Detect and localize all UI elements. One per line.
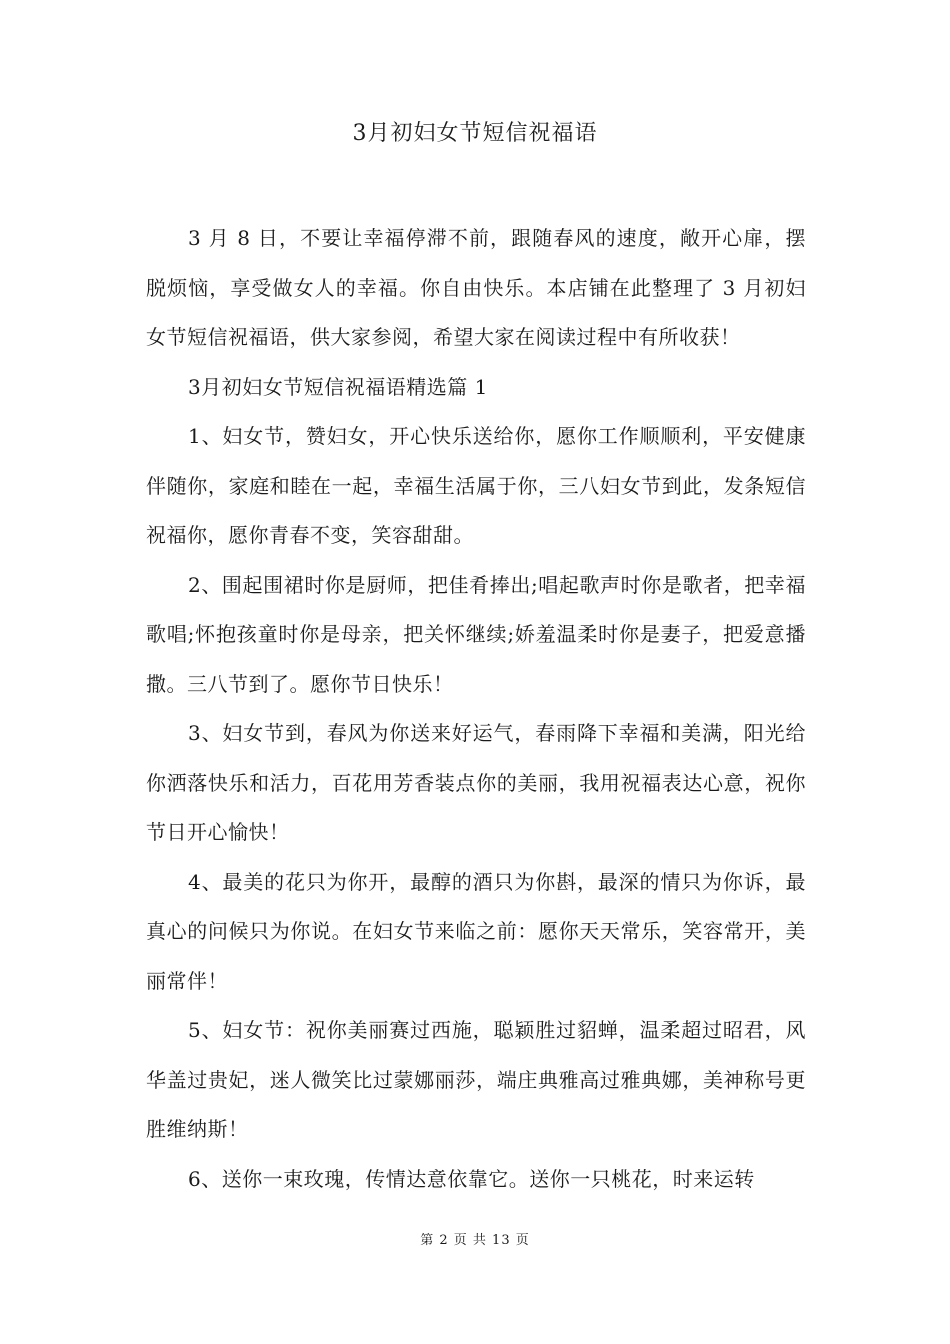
section-heading: 3月初妇女节短信祝福语精选篇 1 — [188, 374, 488, 399]
intro-paragraph: 3 月 8 日，不要让幸福停滞不前，跟随春风的速度，敞开心扉，摆脱烦恼，享受做女人的幸福。你自由快乐。本店铺在此整理了 3 月初妇女节短信祝福语，供大家参阅，希望大家在阅读过程中有所收获！ — [146, 226, 806, 349]
list-item-5: 5、妇女节：祝你美丽赛过西施，聪颖胜过貂蝉，温柔超过昭君，风华盖过贵妃，迷人微笑比过蒙娜丽莎，端庄典雅高过雅典娜，美神称号更胜维纳斯！ — [146, 1018, 806, 1141]
list-item-3: 3、妇女节到，春风为你送来好运气，春雨降下幸福和美满，阳光给你洒落快乐和活力，百花用芳香装点你的美丽，我用祝福表达心意，祝你节日开心愉快！ — [146, 721, 806, 844]
document-body — [146, 214, 806, 1204]
list-item-4: 4、最美的花只为你开，最醇的酒只为你斟，最深的情只为你诉，最真心的问候只为你说。在妇女节来临之前：愿你天天常乐，笑容常开，美丽常伴！ — [146, 869, 806, 993]
page-footer: 第 2 页 共 13 页 — [420, 1233, 530, 1248]
list-item-6: 6、送你一束玫瑰，传情达意依靠它。送你一只桃花，时来运转 — [188, 1166, 755, 1191]
list-item-2: 2、围起围裙时你是厨师，把佳肴捧出;唱起歌声时你是歌者，把幸福歌唱;怀抱孩童时你是母亲，把关怀继续;娇羞温柔时你是妻子，把爱意播撒。三八节到了。愿你节日快乐！ — [146, 572, 806, 696]
document-title: 3月初妇女节短信祝福语 — [352, 121, 598, 146]
list-item-1: 1、妇女节，赞妇女，开心快乐送给你，愿你工作顺顺利，平安健康伴随你，家庭和睦在一起，幸福生活属于你，三八妇女节到此，发条短信祝福你，愿你青春不变，笑容甜甜。 — [146, 424, 806, 547]
